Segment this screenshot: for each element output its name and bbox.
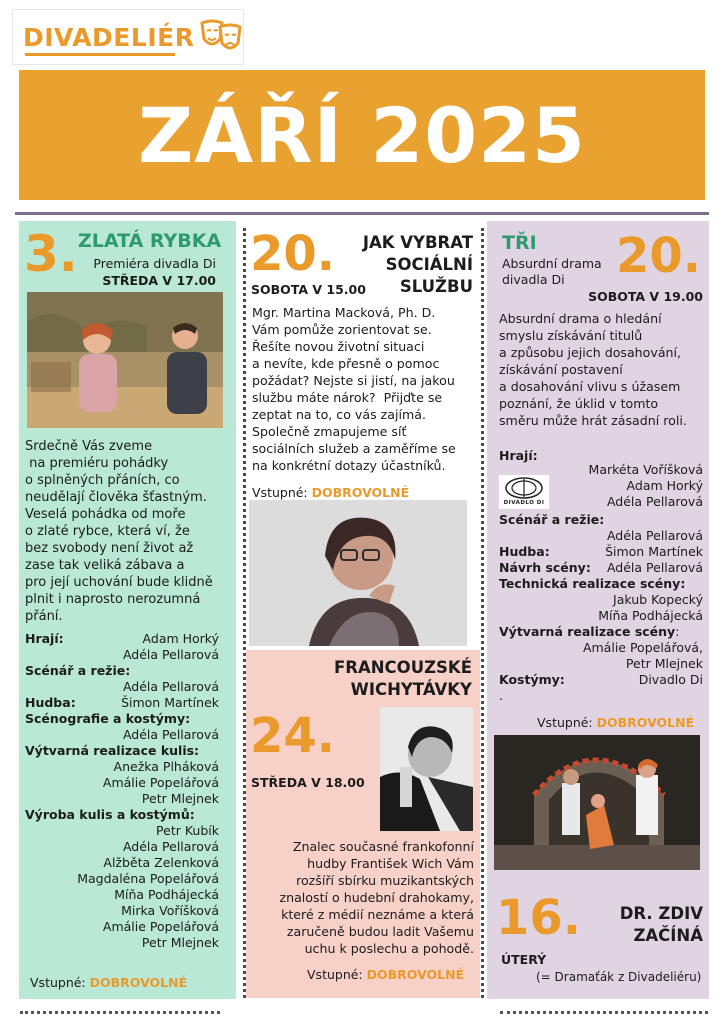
event1-description-line: přání. (25, 609, 63, 624)
credit-name: Míňa Podhájecká (114, 887, 219, 902)
event4-description-line: a způsobu jejich dosahování, (499, 345, 682, 360)
credit-label-colon: : (675, 624, 680, 639)
event3-description-line: hudby František Wich Vám (307, 856, 474, 871)
event3-description (252, 838, 474, 957)
footer-dots-right (500, 1011, 708, 1014)
credit-name: Šimon Martínek (605, 544, 703, 559)
event2-title-line: JAK VYBRAT (362, 233, 473, 252)
credit-label: Výroba kulis a kostýmů: (25, 807, 195, 822)
credit-name: Petr Mlejnek (625, 656, 703, 671)
event4-photo (494, 735, 700, 870)
event4-description-line: směru může hrát zásadní roli. (499, 413, 687, 428)
event1-credits (25, 631, 219, 951)
credit-label: Technická realizace scény: (499, 576, 686, 591)
event4-time: SOBOTA V 19.00 (588, 289, 703, 304)
event4-title: TŘI (502, 232, 537, 254)
event1-description-line: na premiéru pohádky (25, 456, 169, 471)
event1-day: 3. (24, 225, 78, 283)
credit-label: Výtvarná realizace scény (499, 624, 676, 639)
credit-name: Magdaléna Popelářová (77, 871, 219, 886)
event2-description-line: Společně zmapujeme síť (252, 424, 407, 439)
credit-name: Amálie Popelářová (102, 775, 219, 790)
event1-description-line: o splněných přáních, co (25, 473, 180, 488)
credit-name: Markéta Voříšková (588, 462, 703, 477)
credit-label: Návrh scény: (499, 560, 591, 575)
event1-description-line: pro její uchování bude klidně (25, 575, 213, 590)
credit-label: Kostýmy: (499, 672, 565, 687)
credit-name: Jakub Kopecký (613, 592, 703, 607)
credit-name: Anežka Plháková (113, 759, 219, 774)
month-banner (19, 70, 705, 200)
event2-description-line: na konkrétní dotazy účastníků. (252, 458, 446, 473)
event4-description-line: smyslu získávání titulů (499, 328, 643, 343)
credit-label: Scénář a režie: (25, 663, 131, 678)
event4-credits (499, 512, 703, 704)
credit-name: Adéla Pellarová (122, 727, 219, 742)
event1-description (25, 438, 230, 625)
event3-day: 24. (250, 708, 336, 764)
event2-description-line: Vám pomůže zorientovat se. (252, 322, 432, 337)
event4-description-line: Absurdní drama o hledání (499, 311, 662, 326)
event5-time: ÚTERÝ (501, 952, 547, 967)
logo-underline (25, 53, 175, 56)
credit-label: Hudba: (25, 695, 76, 710)
header-rule (15, 212, 709, 215)
credit-label: Hrají: (25, 631, 64, 646)
credit-label: Hrají: (499, 448, 538, 463)
credit-label: Scénografie a kostýmy: (25, 711, 191, 726)
event5-title-line: DR. ZDIV (619, 904, 703, 923)
event3-title (300, 657, 472, 701)
credit-label: Scénář a režie: (499, 512, 605, 527)
entry-value: DOBROVOLNÉ (311, 485, 410, 500)
event1-entry (30, 975, 187, 991)
entry-value: DOBROVOLNÉ (366, 967, 465, 982)
event1-description-line: Srdečně Vás zveme (25, 439, 153, 454)
event1-time: STŘEDA V 17.00 (102, 273, 216, 288)
divadlo-di-logo-text: DIVADLO DI (503, 500, 545, 506)
event2-description-line: Mgr. Martina Macková, Ph. D. (252, 305, 436, 320)
credit-name: Alžběta Zelenková (103, 855, 219, 870)
event3-description-line: uchu k poslechu a pohodě. (304, 941, 474, 956)
month-title: ZÁŘÍ 2025 (138, 90, 586, 180)
event2-time: SOBOTA V 15.00 (251, 282, 366, 297)
event3-description-line: Znalec současné frankofonní (292, 839, 474, 854)
event3-description-line: rozšíří sbírku muzikantských (296, 873, 474, 888)
event2-title-line: SLUŽBU (399, 277, 473, 296)
credit-name: Divadlo Di (638, 672, 703, 687)
event4-subtitle-line: Absurdní drama (502, 256, 602, 271)
event2-description-line: požádat? Nejste si jistí, na jakou (252, 373, 455, 388)
event5-title (580, 903, 703, 947)
event3-description-line: znalostí o hudební drahokamy, (279, 890, 474, 905)
credit-name: Amálie Popelářová (102, 919, 219, 934)
credit-label: Výtvarná realizace kulis: (25, 743, 200, 758)
event1-description-line: zase tak veliká zábava a (25, 558, 185, 573)
credit-name: Adam Horký (626, 478, 703, 493)
credit-name: Adéla Pellarová (122, 679, 219, 694)
event3-title-line: WICHYTÁVKY (350, 680, 472, 699)
credit-dot: . (499, 688, 503, 703)
event4-hraji-list (555, 462, 703, 510)
entry-value: DOBROVOLNÉ (89, 975, 188, 990)
credit-name: Adam Horký (142, 631, 219, 646)
event5-title-line: ZAČÍNÁ (633, 926, 703, 945)
event2-description-line: a nevíte, kde přesně o pomoc (252, 356, 440, 371)
event3-photo (380, 707, 473, 831)
event4-subtitle-line: divadla Di (502, 272, 565, 287)
event2-title-line: SOCIÁLNÍ (385, 255, 473, 274)
event2-description-line: službu máte nárok? Přijďte se (252, 390, 443, 405)
logo-text: DIVADELIÉR (23, 22, 195, 52)
credit-name: Adéla Pellarová (606, 528, 703, 543)
event4-description-line: získávání postavení (499, 362, 623, 377)
event2-description (252, 304, 477, 474)
event5-note: (= Dramaťák z Divadeliéru) (536, 970, 702, 984)
event1-photo (27, 292, 223, 428)
credit-name: Mirka Voříšková (121, 903, 219, 918)
credit-name: Adéla Pellarová (122, 839, 219, 854)
event3-description-line: které z médií neznáme a která (281, 907, 474, 922)
event2-photo (249, 500, 467, 646)
credit-name: Petr Mlejnek (141, 935, 219, 950)
event3-time: STŘEDA V 18.00 (251, 775, 365, 790)
credit-name: Amálie Popelářová, (582, 640, 703, 655)
event4-day: 20. (616, 228, 702, 284)
entry-label: Vstupné: (537, 715, 593, 730)
column-divider-right (481, 228, 484, 998)
event4-description-line: a dosahování vlivu s úžasem (499, 379, 681, 394)
theatre-masks-icon (198, 19, 242, 55)
event4-entry (537, 715, 694, 731)
event3-description-line: zaručeně budou ladit Vašemu (286, 924, 474, 939)
event4-description-line: poznání, že úklid v tomto (499, 396, 659, 411)
event1-subtitle: Premiéra divadla Di (93, 256, 216, 271)
event1-description-line: Veselá pohádka od moře (25, 507, 186, 522)
credit-name: Petr Mlejnek (141, 791, 219, 806)
event1-title: ZLATÁ RYBKA (78, 230, 222, 252)
event2-description-line: Řešíte novou životní situaci (252, 339, 425, 354)
event3-photo-image (380, 707, 473, 831)
event1-description-line: neudělají člověka šťastným. (25, 490, 207, 505)
footer-dots-left (20, 1011, 220, 1014)
credit-name: Adéla Pellarová (606, 494, 703, 509)
event4-photo-image (494, 735, 700, 870)
credit-name: Adéla Pellarová (122, 647, 219, 662)
event1-photo-image (27, 292, 223, 428)
divadlo-di-logo (499, 475, 549, 509)
event2-description-line: sociálních služeb a zaměříme se (252, 441, 456, 456)
credit-name: Adéla Pellarová (606, 560, 703, 575)
event2-photo-image (249, 500, 467, 646)
event1-description-line: plnit i naprosto nerozumná (25, 592, 201, 607)
event4-description (499, 310, 705, 429)
event1-description-line: o zlaté rybce, která ví, že (25, 524, 190, 539)
event2-day: 20. (250, 226, 336, 282)
credit-name: Šimon Martínek (121, 695, 219, 710)
event3-title-line: FRANCOUZSKÉ (334, 658, 472, 677)
entry-label: Vstupné: (307, 967, 363, 982)
credit-label: Hudba: (499, 544, 550, 559)
column-divider-left (243, 228, 246, 998)
event3-entry (307, 967, 464, 983)
entry-label: Vstupné: (30, 975, 86, 990)
event5-day: 16. (496, 890, 582, 946)
event2-description-line: zeptat na to, co vás zajímá. (252, 407, 426, 422)
event2-entry (252, 485, 409, 501)
entry-value: DOBROVOLNÉ (596, 715, 695, 730)
event4-subtitle (502, 256, 602, 288)
entry-label: Vstupné: (252, 485, 308, 500)
event1-description-line: bez svobody není život až (25, 541, 194, 556)
credit-name: Míňa Podhájecká (598, 608, 703, 623)
credit-name: Petr Kubík (156, 823, 219, 838)
logo (12, 9, 244, 65)
